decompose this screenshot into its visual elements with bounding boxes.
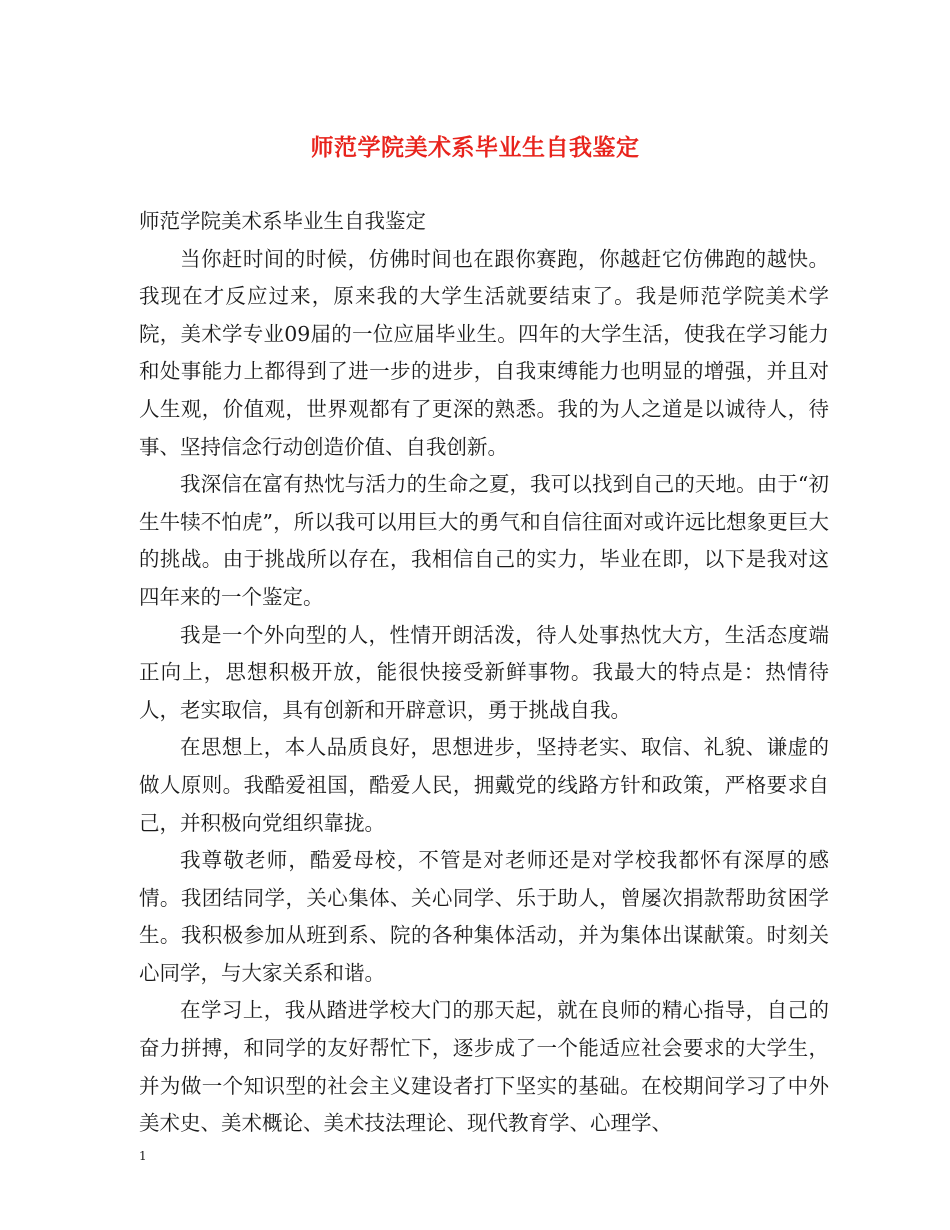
document-body — [139, 203, 829, 1143]
paragraph-intro: 当你赶时间的时候，仿佛时间也在跟你赛跑，你越赶它仿佛跑的越快。我现在才反应过来，原来我的大学生活就要结束了。我是师范学院美术学院，美术学专业09届的一位应届毕业生。四年的大学生活，使我在学习能力和处事能力上都得到了进一步的进步，自我束缚能力也明显的增强，并且对人生观，价值观，世界观都有了更深的熟悉。我的为人之道是以诚待人，待事、坚持信念行动创造价值、自我创新。 — [139, 246, 829, 459]
paragraph-ideology: 在思想上，本人品质良好，思想进步，坚持老实、取信、礼貌、谦虚的做人原则。我酷爱祖国，酷爱人民，拥戴党的线路方针和政策，严格要求自己，并积极向党组织靠拢。 — [139, 735, 829, 835]
paragraph-study: 在学习上，我从踏进学校大门的那天起，就在良师的精心指导，自己的奋力拼搏，和同学的友好帮忙下，逐步成了一个能适应社会要求的大学生，并为做一个知识型的社会主义建设者打下坚实的基础。在校期间学习了中外美术史、美术概论、美术技法理论、现代教育学、心理学、 — [139, 998, 829, 1136]
page-number: 1 — [139, 1149, 147, 1163]
document-title: 师范学院美术系毕业生自我鉴定 — [310, 134, 640, 161]
document-subtitle: 师范学院美术系毕业生自我鉴定 — [139, 209, 426, 233]
paragraph-belief: 我深信在富有热忱与活力的生命之夏，我可以找到自己的天地。由于“初生牛犊不怕虎”，所以我可以用巨大的勇气和自信往面对或许远比想象更巨大的挑战。由于挑战所以存在，我相信自己的实力，毕业在即，以下是我对这四年来的一个鉴定。 — [139, 472, 829, 609]
paragraph-relations: 我尊敬老师，酷爱母校，不管是对老师还是对学校我都怀有深厚的感情。我团结同学，关心集体、关心同学、乐于助人，曾屡次捐款帮助贫困学生。我积极参加从班到系、院的各种集体活动，并为集体出谋献策。时刻关心同学，与大家关系和谐。 — [139, 848, 829, 985]
paragraph-personality: 我是一个外向型的人，性情开朗活泼，待人处事热忱大方，生活态度端正向上，思想积极开放，能很快接受新鲜事物。我最大的特点是：热情待人，老实取信，具有创新和开辟意识，勇于挑战自我。 — [139, 622, 829, 722]
